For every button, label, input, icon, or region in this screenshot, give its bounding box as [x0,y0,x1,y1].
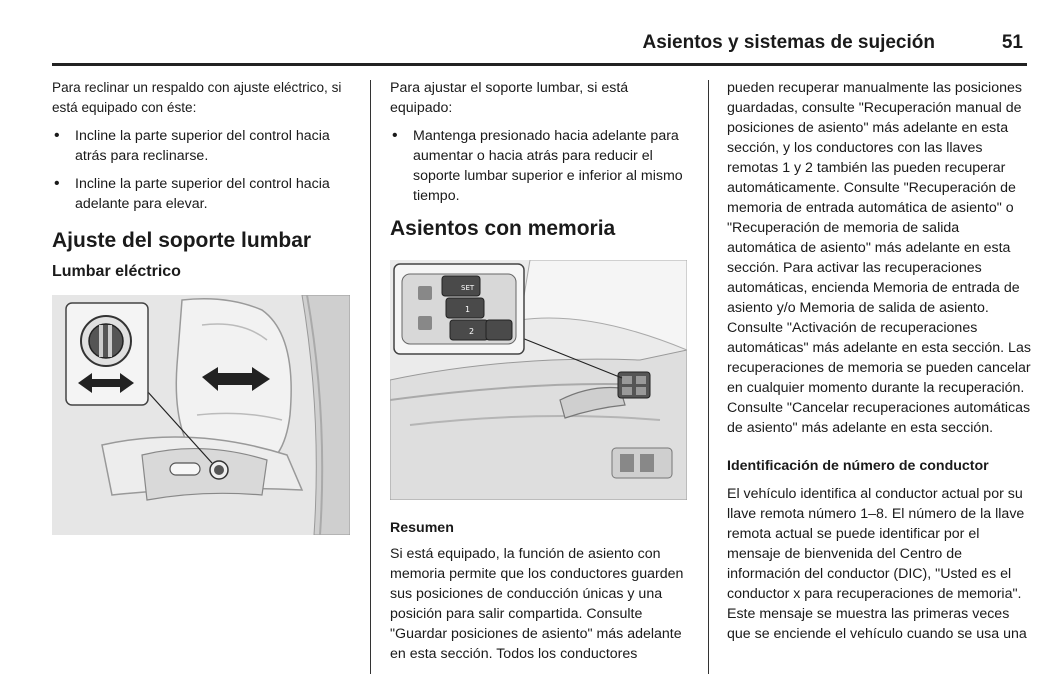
column-3 [727,78,1032,644]
summary-text: Si está equipado, la función de asiento con memoria permite que los conductores guarden sus posiciones de conducción únicas y una posición para salir compartida. Consulte "Guardar posiciones de asiento" más adelante en esta sección. Todos los conductores [390,546,684,662]
lumbar-heading: Ajuste del soporte lumbar [52,229,312,252]
memory-buttons-illustration [390,260,687,500]
page-header [52,30,1027,66]
driver-id-paragraph: El vehículo identifica al conductor actual por su llave remota número 1–8. El número de la llave remota actual se puede identificar por el mensaje de bienvenida del Centro de información del conductor (DIC), "Usted es el conductor x para recuperaciones de memoria". Este mensaje se muestra las primeras veces que se enciende el vehículo cuando se usa una [727,486,1027,642]
lumbar-intro: Para ajustar el soporte lumbar, si está equipado: [390,80,629,116]
recline-intro: Para reclinar un respaldo con ajuste eléctrico, si está equipado con éste: [52,80,342,115]
list-item: • Incline la parte superior del control hacia atrás para reclinarse. [52,126,352,166]
list-item: • Incline la parte superior del control hacia adelante para elevar. [52,174,352,214]
memory-seats-heading: Asientos con memoria [390,217,616,240]
memory-2-label: 2 [469,327,475,336]
list-item: • Mantenga presionado hacia adelante para aumentar o hacia atrás para reducir el soporte lumbar superior e inferior al mismo tiempo. [390,126,690,206]
column-divider [708,80,709,674]
recall-paragraph: pueden recuperar manualmente las posiciones guardadas, consulte "Recuperación manual de posiciones de asiento" más adelante en esta sección, y los conductores con las llaves remotas 1 y 2 también las pueden recuperar automáticamente. Consulte "Recuperación de memoria de entrada automática de asiento" o "Recuperación de memoria de salida automática de asiento" más adelante en esta sección. Para activar las recuperaciones automáticas, encienda Memoria de entrada de asiento y/o Memoria de salida de asiento. Consulte "Activación de recuperaciones automáticas" más adelante en esta sección. Las recuperaciones de memoria se pueden cancelar en cualquier momento durante la recuperación. Consulte "Cancelar recuperaciones automáticas de asiento" más adelante en esta sección. [727,80,1031,436]
lumbar-control-illustration [52,295,350,535]
column-1 [52,78,352,283]
lumbar-subheading: Lumbar eléctrico [52,263,181,280]
section-title: Asientos y sistemas de sujeción [642,32,935,53]
column-divider [370,80,371,674]
lumbar-instructions [390,126,690,206]
page-number: 51 [1001,32,1023,53]
column-2 [390,78,690,242]
driver-id-heading: Identificación de número de conductor [727,458,989,474]
set-button-label: SET [461,284,475,292]
memory-summary [390,518,690,664]
memory-1-label: 1 [465,305,471,314]
summary-heading: Resumen [390,520,454,536]
recline-instructions [52,126,352,214]
